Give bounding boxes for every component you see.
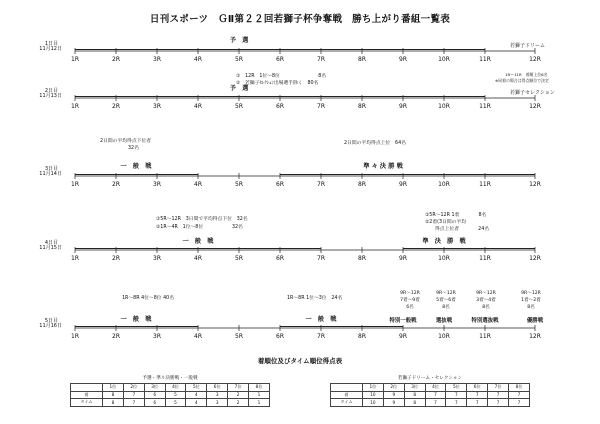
race-label: 12R xyxy=(529,56,541,63)
final-note-4 xyxy=(511,290,551,311)
table-cell: 7 xyxy=(488,399,509,407)
final-note-4-races: 9R〜12R xyxy=(521,291,541,296)
table-cell: 4 xyxy=(186,399,207,407)
table-cell: 8 xyxy=(103,391,124,399)
header-cell: 5位 xyxy=(446,384,467,392)
row-label: 着 xyxy=(71,391,103,399)
race-label: 8R xyxy=(358,181,366,188)
race-label: 8R xyxy=(358,103,366,110)
segment-label: 一 般 戦 xyxy=(182,238,214,245)
header-cell: 4位 xyxy=(425,384,446,392)
race-label: 1R xyxy=(71,103,79,110)
header-cell: 3位 xyxy=(404,384,425,392)
d4-right-note-3: 得点上位者 24名 xyxy=(435,227,490,232)
table-cell: 1 xyxy=(249,391,270,399)
final-note-2-count: 8名 xyxy=(442,305,450,310)
race-label: 3R xyxy=(153,255,161,262)
header-cell: 8位 xyxy=(249,384,270,392)
header-cell: 3位 xyxy=(144,384,165,392)
race-label: 11R xyxy=(479,56,491,63)
date-label: 11月15日 xyxy=(39,245,62,251)
right-points-table xyxy=(330,383,530,407)
race-label: 2R xyxy=(112,181,120,188)
table-row xyxy=(331,399,530,407)
race-label: 7R xyxy=(317,181,325,188)
left-points-table xyxy=(70,383,270,407)
race-label: 2R xyxy=(112,333,120,340)
d3-right-note: 2日間の平均得点上位 64名 xyxy=(344,141,406,146)
table-cell: 7 xyxy=(467,391,488,399)
table-cell: 2 xyxy=(228,399,249,407)
day-label: 5日目 xyxy=(44,318,58,324)
race-label: 9R xyxy=(399,103,407,110)
table-header-row xyxy=(331,384,530,392)
final-note-1-places: 7着〜9着 xyxy=(400,298,420,303)
d2-right-note-2: ※同着の場合は得点順位で決定 xyxy=(495,78,549,83)
table-cell: 7 xyxy=(509,391,530,399)
table-cell: 5 xyxy=(165,391,186,399)
race-label: 3R xyxy=(153,181,161,188)
final-note-3-races: 9R〜12R xyxy=(476,291,496,296)
header-cell: 2位 xyxy=(383,384,404,392)
race-label: 10R xyxy=(438,255,450,262)
d3-left-note-1: 2日間の平均得点下位者 xyxy=(100,139,152,144)
day-label: 4日目 xyxy=(44,240,58,246)
corner-cell xyxy=(71,384,103,392)
final-note-2 xyxy=(426,290,466,311)
final-note-2-races: 9R〜12R xyxy=(436,291,456,296)
final-note-3-places: 3着〜4着 xyxy=(476,298,496,303)
segment-label: 一 般 戦 xyxy=(120,316,152,323)
left-table-caption: 予選・準々決勝戦・一般戦 xyxy=(142,376,198,381)
race-label: 10R xyxy=(438,333,450,340)
race-label: 10R xyxy=(438,181,450,188)
race-label: 5R xyxy=(235,181,243,188)
race-label: 7R xyxy=(317,333,325,340)
final-note-4-count: 8名 xyxy=(527,305,535,310)
d3-left-note-2: 32名 xyxy=(128,146,139,151)
table-cell: 7 xyxy=(467,399,488,407)
header-cell: 1位 xyxy=(103,384,124,392)
race-label: 9R xyxy=(399,181,407,188)
race-label: 11R xyxy=(479,181,491,188)
final-race-label: 優勝戦 xyxy=(526,318,544,324)
final-race-label: 特別選抜戦 xyxy=(471,318,499,324)
segment-label: 準 々 決 勝 戦 xyxy=(363,163,403,170)
race-label: 2R xyxy=(112,103,120,110)
table-row xyxy=(331,391,530,399)
date-label: 11月16日 xyxy=(39,323,62,329)
final-note-1-count: 6名 xyxy=(406,305,414,310)
final-note-1-races: 9R〜12R xyxy=(400,291,420,296)
day-label: 3日目 xyxy=(44,166,58,172)
race-label: 11R xyxy=(479,333,491,340)
date-label: 11月13日 xyxy=(39,93,62,99)
header-cell: 7位 xyxy=(488,384,509,392)
table-cell: 4 xyxy=(186,391,207,399)
right-table-caption: 若獅子ドリーム・セレクション xyxy=(397,376,463,381)
race-label: 4R xyxy=(194,333,202,340)
race-label: 1R xyxy=(71,333,79,340)
race-label: 3R xyxy=(153,56,161,63)
race-label: 10R xyxy=(438,56,450,63)
race-label: 8R xyxy=(358,333,366,340)
race-label: 12R xyxy=(529,255,541,262)
race-label: 2R xyxy=(112,56,120,63)
race-label: 6R xyxy=(276,56,284,63)
table-cell: 10 xyxy=(363,391,384,399)
race-label: 5R xyxy=(235,56,243,63)
race-label: 3R xyxy=(153,333,161,340)
d2-right-note-1: 1R〜11R 着順上位6名 xyxy=(505,72,548,77)
row-label: タイム xyxy=(71,399,103,407)
race-label: 12R xyxy=(529,181,541,188)
header-cell: 2位 xyxy=(123,384,144,392)
race-label: 12R xyxy=(529,103,541,110)
d4-right-note-1: ①5R〜12R 1着 8名 xyxy=(425,213,487,218)
race-label: 4R xyxy=(194,56,202,63)
corner-cell xyxy=(331,384,363,392)
race-label: 2R xyxy=(112,255,120,262)
table-cell: 8 xyxy=(103,399,124,407)
race-label: 11R xyxy=(479,103,491,110)
table-cell: 10 xyxy=(363,399,384,407)
header-cell: 1位 xyxy=(363,384,384,392)
page-title: 日刊スポーツ ＧⅡ第２２回若獅子杯争奪戦 勝ち上がり番組一覧表 xyxy=(149,14,451,25)
table-cell: 1 xyxy=(249,399,270,407)
table-cell: 3 xyxy=(207,399,228,407)
table-cell: 3 xyxy=(207,391,228,399)
race-label: 7R xyxy=(317,255,325,262)
race-label: 8R xyxy=(358,56,366,63)
final-note-4-places: 1着〜2着 xyxy=(521,298,541,303)
race-label: 11R xyxy=(479,255,491,262)
segment-label: 準 決 勝 戦 xyxy=(422,238,466,245)
table-cell: 7 xyxy=(509,399,530,407)
day-label: 1日目 xyxy=(44,41,58,47)
row-label: 着 xyxy=(331,391,363,399)
d2-note-2: ② 若獅子ｾﾚｸｼｮﾝ出場選手除く 80名 xyxy=(236,81,319,86)
table-header-row xyxy=(71,384,270,392)
race-label: 1R xyxy=(71,56,79,63)
table-cell: 7 xyxy=(425,391,446,399)
table-cell: 9 xyxy=(383,391,404,399)
segment-label: 一 般 戦 xyxy=(305,316,337,323)
race-label: 1R xyxy=(71,181,79,188)
final-note-3-count: 8名 xyxy=(482,305,490,310)
d5-mid-note: 1R〜8R 1位〜3位 24名 xyxy=(287,296,343,301)
table-row xyxy=(71,391,270,399)
table-cell: 8 xyxy=(404,399,425,407)
race-label: 4R xyxy=(194,255,202,262)
header-cell: 8位 xyxy=(509,384,530,392)
race-label: 4R xyxy=(194,103,202,110)
final-race-label: 特別一般戦 xyxy=(389,318,417,324)
final-race-label: 選抜戦 xyxy=(435,318,453,324)
final-note-1 xyxy=(390,290,430,311)
table-cell: 2 xyxy=(228,391,249,399)
d5-left-note: 1R〜8R 4位〜8位 40名 xyxy=(122,296,175,301)
table-cell: 7 xyxy=(446,399,467,407)
day-label: 2日目 xyxy=(44,88,58,94)
race-label: 8R xyxy=(358,255,366,262)
race-label: 9R xyxy=(399,333,407,340)
race-label: 6R xyxy=(276,103,284,110)
table-cell: 6 xyxy=(144,399,165,407)
final-note-3 xyxy=(466,290,506,311)
special-race-label: 若獅子ドリーム xyxy=(510,43,546,49)
table-cell: 7 xyxy=(425,399,446,407)
d4-left-note-1: ①5R〜12R 3日間で平均得点下位 32名 xyxy=(156,217,248,222)
row-label: タイム xyxy=(331,399,363,407)
table-cell: 7 xyxy=(446,391,467,399)
table-cell: 9 xyxy=(383,399,404,407)
race-label: 6R xyxy=(276,255,284,262)
table-cell: 7 xyxy=(488,391,509,399)
race-label: 9R xyxy=(399,56,407,63)
race-label: 6R xyxy=(276,181,284,188)
race-label: 3R xyxy=(153,103,161,110)
race-label: 1R xyxy=(71,255,79,262)
segment-label: 一 般 戦 xyxy=(120,163,152,170)
final-note-2-places: 5着〜6着 xyxy=(436,298,456,303)
header-cell: 4位 xyxy=(165,384,186,392)
table-cell: 8 xyxy=(404,391,425,399)
table-cell: 7 xyxy=(123,399,144,407)
race-label: 4R xyxy=(194,181,202,188)
race-label: 12R xyxy=(529,333,541,340)
race-label: 7R xyxy=(317,56,325,63)
date-label: 11月14日 xyxy=(39,171,62,177)
segment-label: 予 選 xyxy=(229,37,249,44)
race-label: 6R xyxy=(276,333,284,340)
d4-left-note-2: ②1R〜4R 1位〜8位 32名 xyxy=(156,225,243,230)
header-cell: 6位 xyxy=(207,384,228,392)
header-cell: 6位 xyxy=(467,384,488,392)
special-race-label: 若獅子セレクション xyxy=(510,90,555,96)
table-cell: 7 xyxy=(123,391,144,399)
race-label: 7R xyxy=(317,103,325,110)
race-label: 5R xyxy=(235,333,243,340)
race-label: 10R xyxy=(438,103,450,110)
d4-right-note-2: ②2着(3日間の平均 xyxy=(425,220,467,225)
race-label: 9R xyxy=(399,255,407,262)
race-label: 5R xyxy=(235,255,243,262)
race-label: 5R xyxy=(235,103,243,110)
header-cell: 7位 xyxy=(228,384,249,392)
table-row xyxy=(71,399,270,407)
table-cell: 6 xyxy=(144,391,165,399)
segment-label: 予 選 xyxy=(229,85,249,92)
points-table-title: 着順位及びタイム順位得点表 xyxy=(257,357,343,365)
date-label: 11月12日 xyxy=(39,46,62,52)
header-cell: 5位 xyxy=(186,384,207,392)
d2-note-1: ① 12R 1位〜8位 8名 xyxy=(236,74,327,79)
table-cell: 5 xyxy=(165,399,186,407)
